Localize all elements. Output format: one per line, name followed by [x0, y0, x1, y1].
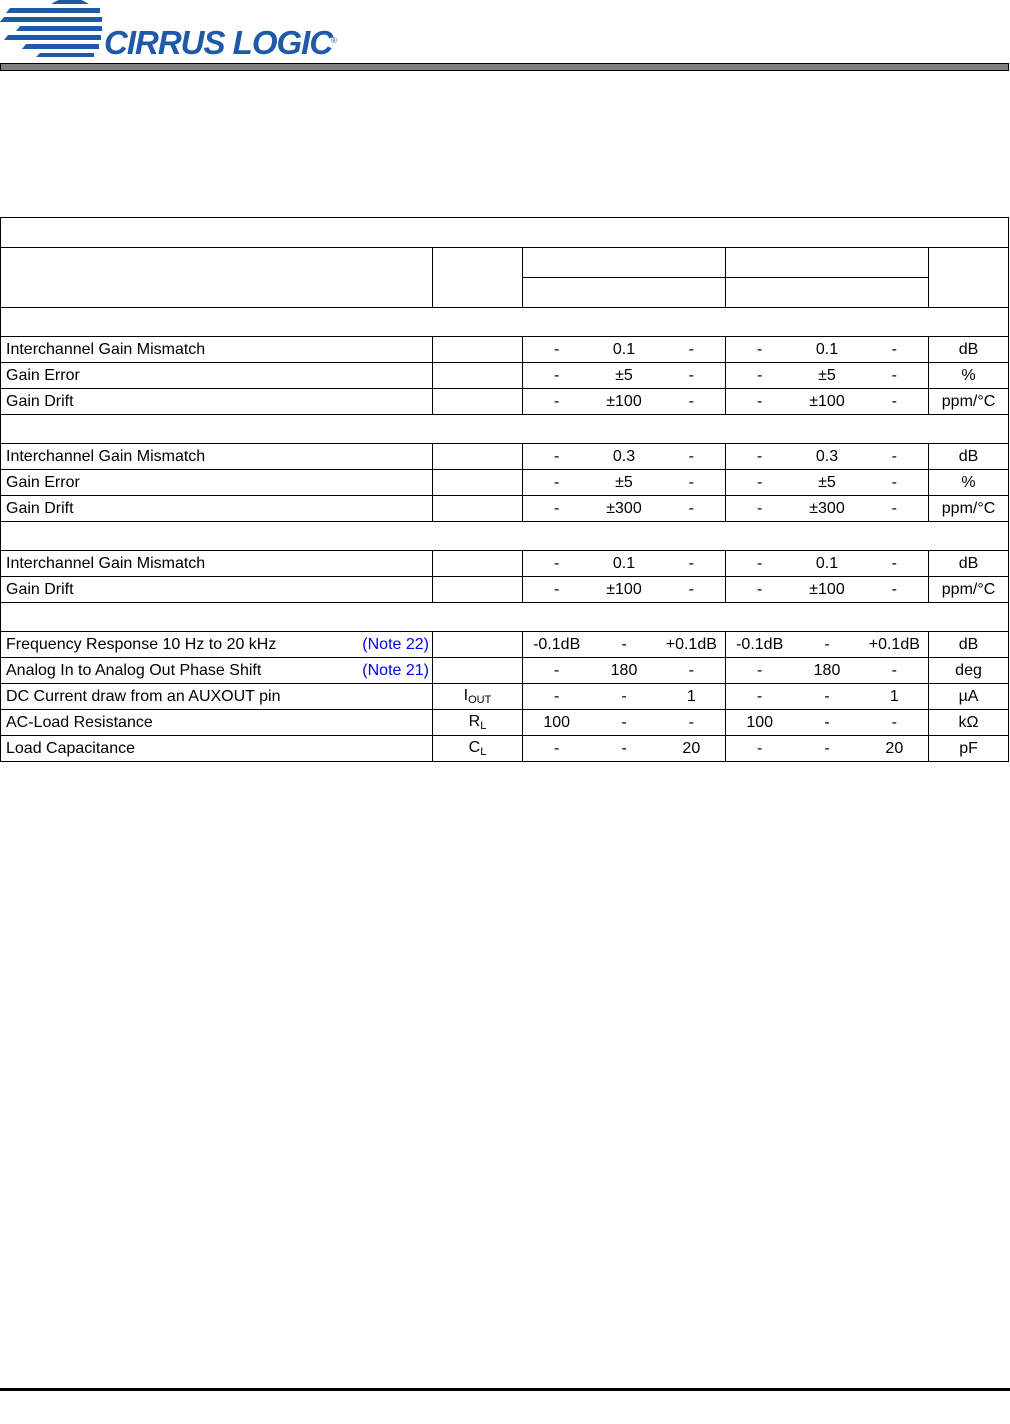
values-group-a	[523, 658, 726, 684]
unit-cell: dB	[929, 551, 1009, 577]
parameter-cell	[1, 470, 433, 496]
table-row	[1, 337, 1009, 363]
col-header-parameter	[1, 248, 433, 308]
table-row	[1, 736, 1009, 762]
values-group-b	[726, 496, 929, 522]
max-value: -	[688, 366, 694, 384]
parameter-cell	[1, 658, 433, 684]
column-header-row	[1, 248, 1009, 278]
section-title	[1, 308, 1009, 337]
section-header-row	[1, 603, 1009, 632]
values-group-a	[523, 363, 726, 389]
logo-sphere-icon	[0, 0, 104, 60]
table-row	[1, 710, 1009, 736]
max-value: -	[891, 366, 897, 384]
typ-value: -	[621, 713, 627, 731]
logo-wordmark: CIRRUS LOGIC	[104, 24, 333, 61]
parameter-name: Frequency Response 10 Hz to 20 kHz	[6, 635, 277, 653]
values-group-b	[726, 577, 929, 603]
min-value: -	[757, 473, 763, 491]
values-group-b	[726, 736, 929, 762]
min-value: -	[554, 499, 560, 517]
table-row	[1, 470, 1009, 496]
typ-value: -	[824, 687, 830, 705]
min-value: -	[554, 340, 560, 358]
typ-value: -	[824, 713, 830, 731]
parameter-cell	[1, 710, 433, 736]
typ-value: -	[621, 635, 627, 653]
min-value: -	[757, 392, 763, 410]
values-group-a	[523, 551, 726, 577]
values-group-a	[523, 632, 726, 658]
parameter-name: Gain Error	[6, 473, 80, 491]
col-subheader-group-b	[726, 278, 929, 308]
section-title	[1, 522, 1009, 551]
symbol-cell	[433, 389, 523, 415]
max-value: 1	[686, 687, 696, 705]
values-group-b	[726, 658, 929, 684]
col-header-group-b	[726, 248, 929, 278]
unit-cell: kΩ	[929, 710, 1009, 736]
typ-value: ±100	[809, 392, 845, 410]
min-value: -	[757, 554, 763, 572]
min-value: -	[757, 739, 763, 757]
parameter-name: Gain Drift	[6, 392, 74, 410]
note-link[interactable]: (Note 21)	[362, 661, 429, 679]
parameter-cell	[1, 363, 433, 389]
typ-value: 0.1	[612, 554, 636, 572]
min-value: -	[554, 580, 560, 598]
min-value: -	[757, 499, 763, 517]
symbol: C	[468, 739, 481, 756]
values-group-a	[523, 684, 726, 710]
unit-cell: µA	[929, 684, 1009, 710]
values-group-a	[523, 337, 726, 363]
min-value: -	[757, 687, 763, 705]
symbol-cell	[433, 470, 523, 496]
symbol: R	[468, 713, 481, 730]
parameter-cell	[1, 684, 433, 710]
unit-cell: ppm/°C	[929, 577, 1009, 603]
col-header-symbol	[433, 248, 523, 308]
max-value: 1	[889, 687, 899, 705]
parameter-name: Interchannel Gain Mismatch	[6, 447, 206, 465]
max-value: -	[688, 499, 694, 517]
values-group-a	[523, 577, 726, 603]
values-group-b	[726, 363, 929, 389]
typ-value: ±300	[809, 499, 845, 517]
min-value: -	[554, 392, 560, 410]
max-value: -	[688, 392, 694, 410]
min-value: -	[757, 340, 763, 358]
parameter-name: AC-Load Resistance	[6, 713, 153, 731]
col-header-group-a	[523, 248, 726, 278]
min-value: -	[757, 447, 763, 465]
max-value: -	[688, 580, 694, 598]
parameter-cell	[1, 736, 433, 762]
values-group-a	[523, 444, 726, 470]
table-row	[1, 389, 1009, 415]
typ-value: -	[824, 739, 830, 757]
section-header-row	[1, 522, 1009, 551]
values-group-a	[523, 710, 726, 736]
symbol-cell	[433, 710, 523, 736]
symbol-cell	[433, 496, 523, 522]
symbol: I	[463, 687, 469, 704]
min-value: 100	[543, 713, 571, 731]
symbol-cell	[433, 577, 523, 603]
values-group-b	[726, 470, 929, 496]
max-value: -	[891, 340, 897, 358]
parameter-name: Gain Drift	[6, 499, 74, 517]
min-value: -	[554, 554, 560, 572]
min-value: -	[554, 447, 560, 465]
min-value: -0.1dB	[533, 635, 581, 653]
cirrus-logic-logo	[0, 0, 360, 62]
symbol-subscript: L	[480, 746, 487, 758]
typ-value: ±5	[818, 473, 836, 491]
typ-value: 0.3	[815, 447, 839, 465]
section-title	[1, 603, 1009, 632]
symbol-cell	[433, 736, 523, 762]
max-value: -	[891, 499, 897, 517]
parameter-name: Gain Drift	[6, 580, 74, 598]
typ-value: -	[621, 739, 627, 757]
col-header-units	[929, 248, 1009, 308]
max-value: -	[891, 392, 897, 410]
values-group-b	[726, 337, 929, 363]
unit-cell: %	[929, 470, 1009, 496]
col-subheader-group-a	[523, 278, 726, 308]
min-value: -	[757, 580, 763, 598]
max-value: -	[688, 554, 694, 572]
typ-value: -	[621, 687, 627, 705]
max-value: -	[891, 580, 897, 598]
symbol-cell	[433, 363, 523, 389]
table-row	[1, 444, 1009, 470]
values-group-b	[726, 389, 929, 415]
spec-table	[0, 217, 1009, 762]
parameter-name: Gain Error	[6, 366, 80, 384]
table-row	[1, 632, 1009, 658]
unit-cell: ppm/°C	[929, 496, 1009, 522]
parameter-cell	[1, 551, 433, 577]
typ-value: 0.1	[612, 340, 636, 358]
table-row	[1, 684, 1009, 710]
unit-cell: dB	[929, 444, 1009, 470]
footer-rule	[0, 1388, 1010, 1391]
parameter-cell	[1, 496, 433, 522]
typ-value: ±5	[615, 473, 633, 491]
max-value: -	[891, 713, 897, 731]
typ-value: 0.3	[612, 447, 636, 465]
unit-cell: dB	[929, 632, 1009, 658]
max-value: +0.1dB	[665, 635, 717, 653]
parameter-cell	[1, 389, 433, 415]
min-value: -0.1dB	[736, 635, 784, 653]
typ-value: -	[824, 635, 830, 653]
max-value: -	[891, 554, 897, 572]
typ-value: ±5	[615, 366, 633, 384]
parameter-cell	[1, 632, 433, 658]
min-value: -	[757, 661, 763, 679]
values-group-a	[523, 470, 726, 496]
typ-value: 0.1	[815, 340, 839, 358]
table-row	[1, 496, 1009, 522]
symbol-cell	[433, 444, 523, 470]
header-divider-bar	[0, 63, 1009, 71]
symbol-cell	[433, 658, 523, 684]
typ-value: ±300	[606, 499, 642, 517]
parameter-name: DC Current draw from an AUXOUT pin	[6, 687, 281, 705]
max-value: -	[891, 661, 897, 679]
section-header-row	[1, 415, 1009, 444]
max-value: -	[688, 473, 694, 491]
values-group-b	[726, 710, 929, 736]
registered-mark: ®	[331, 36, 337, 45]
max-value: -	[688, 447, 694, 465]
max-value: -	[688, 713, 694, 731]
table-row	[1, 577, 1009, 603]
typ-value: ±100	[809, 580, 845, 598]
unit-cell: pF	[929, 736, 1009, 762]
max-value: +0.1dB	[868, 635, 920, 653]
max-value: -	[688, 340, 694, 358]
parameter-name: Analog In to Analog Out Phase Shift	[6, 661, 262, 679]
min-value: 100	[746, 713, 774, 731]
table-row	[1, 658, 1009, 684]
parameter-name: Load Capacitance	[6, 739, 135, 757]
parameter-name: Interchannel Gain Mismatch	[6, 340, 206, 358]
min-value: -	[554, 473, 560, 491]
section-title	[1, 415, 1009, 444]
parameter-cell	[1, 577, 433, 603]
min-value: -	[554, 366, 560, 384]
values-group-a	[523, 496, 726, 522]
typ-value: ±100	[606, 580, 642, 598]
table-row	[1, 551, 1009, 577]
parameter-cell	[1, 337, 433, 363]
values-group-a	[523, 389, 726, 415]
values-group-a	[523, 736, 726, 762]
unit-cell: deg	[929, 658, 1009, 684]
max-value: -	[891, 473, 897, 491]
symbol-cell	[433, 632, 523, 658]
note-link[interactable]: (Note 22)	[362, 635, 429, 653]
section-header-row	[1, 308, 1009, 337]
table-row	[1, 363, 1009, 389]
symbol-cell	[433, 551, 523, 577]
typ-value: ±5	[818, 366, 836, 384]
min-value: -	[554, 687, 560, 705]
values-group-b	[726, 684, 929, 710]
typ-value: 180	[813, 661, 841, 679]
max-value: -	[891, 447, 897, 465]
symbol-cell	[433, 684, 523, 710]
max-value: 20	[885, 739, 904, 757]
typ-value: 180	[610, 661, 638, 679]
table-body	[1, 308, 1009, 762]
max-value: 20	[682, 739, 701, 757]
min-value: -	[554, 661, 560, 679]
symbol-subscript: L	[480, 720, 487, 732]
values-group-b	[726, 444, 929, 470]
unit-cell: %	[929, 363, 1009, 389]
table-title-row	[1, 218, 1009, 248]
table-title	[1, 218, 1009, 248]
min-value: -	[757, 366, 763, 384]
min-value: -	[554, 739, 560, 757]
values-group-b	[726, 632, 929, 658]
symbol-cell	[433, 337, 523, 363]
symbol-subscript: OUT	[468, 694, 492, 706]
unit-cell: dB	[929, 337, 1009, 363]
parameter-name: Interchannel Gain Mismatch	[6, 554, 206, 572]
unit-cell: ppm/°C	[929, 389, 1009, 415]
parameter-cell	[1, 444, 433, 470]
typ-value: 0.1	[815, 554, 839, 572]
typ-value: ±100	[606, 392, 642, 410]
max-value: -	[688, 661, 694, 679]
values-group-b	[726, 551, 929, 577]
